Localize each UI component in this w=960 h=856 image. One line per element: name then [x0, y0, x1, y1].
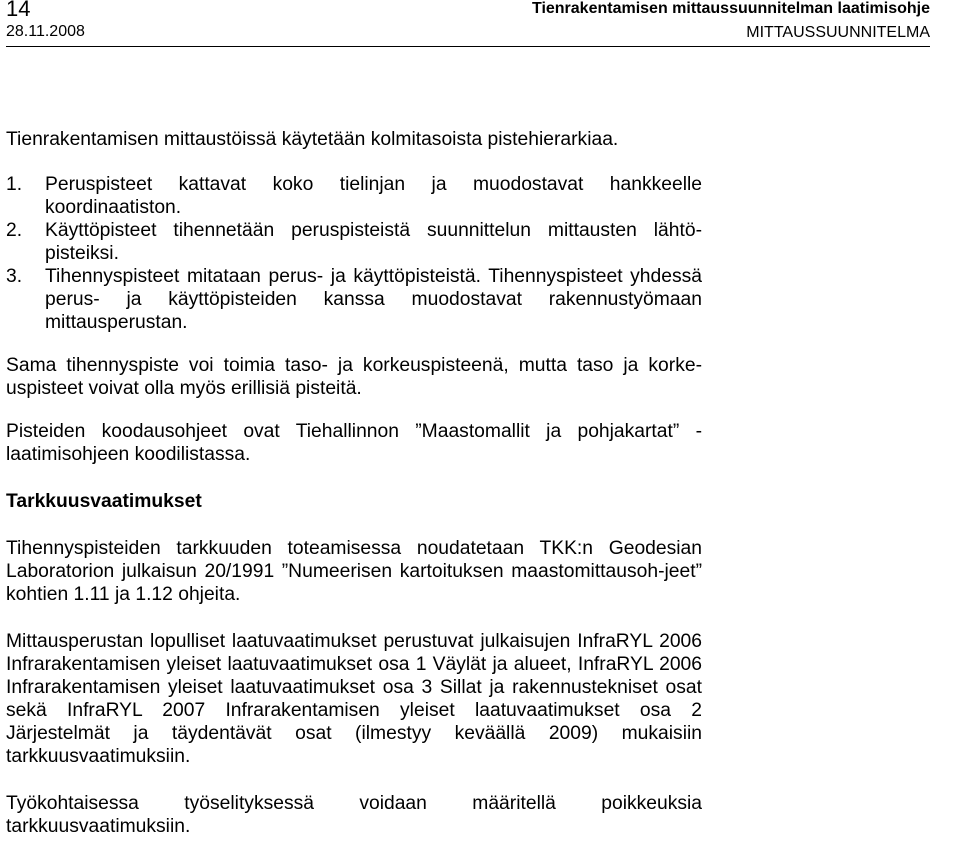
- list-item-text: Peruspisteet kattavat koko tielinjan ja muodostavat hankkeelle koordinaatiston.: [45, 174, 702, 218]
- list-item-number: 2.: [6, 220, 23, 241]
- list-item: [6, 173, 702, 219]
- paragraph-sama: Sama tihennyspiste voi toimia taso- ja korkeuspisteenä, mutta taso ja korke-uspisteet voivat olla myös erillisiä pisteitä.: [6, 355, 702, 399]
- list-item-text: Tihennyspisteet mitataan perus- ja käyttöpisteistä. Tihennyspisteet yhdessä perus- ja käyttöpisteiden kanssa muodostavat rakennustyömaan mittausperustan.: [45, 266, 702, 333]
- section-heading: Tarkkuusvaatimukset: [6, 491, 202, 512]
- paragraph-mittausperusta: Mittausperustan lopulliset laatuvaatimukset perustuvat julkaisujen InfraRYL 2006 Infrarakentamisen yleiset laatuvaatimukset osa 1 Väylät ja alueet, InfraRYL 2006 Infrarakentamisen yleiset laatuvaatimukset osa 3 Sillat ja rakennustekniset osat sekä InfraRYL 2007 Infrarakentamisen yleiset laatuvaatimukset osa 2 Järjestelmät ja täydentävät osat (ilmestyy keväällä 2009) mukaisiin tarkkuusvaatimuksiin.: [6, 631, 702, 767]
- list-item: [6, 265, 702, 334]
- header-subtitle: MITTAUSSUUNNITELMA: [746, 24, 930, 41]
- page-content: [6, 128, 702, 838]
- hierarchy-list: [6, 173, 702, 334]
- document-date: 28.11.2008: [6, 23, 85, 40]
- paragraph-pisteiden: Pisteiden koodausohjeet ovat Tiehallinnon ”Maastomallit ja pohjakartat” -laatimisohjeen koodilistassa.: [6, 421, 702, 465]
- intro-paragraph: Tienrakentamisen mittaustöissä käytetään kolmitasoista pistehierarkiaa.: [6, 129, 619, 150]
- list-item-number: 1.: [6, 174, 23, 195]
- list-item-text: Käyttöpisteet tihennetään peruspisteistä suunnittelun mittausten lähtö-pisteiksi.: [45, 220, 702, 264]
- page-number: 14: [6, 0, 31, 21]
- header-title: Tienrakentamisen mittaussuunnitelman laatimisohje: [531, 0, 930, 17]
- list-item: [6, 219, 702, 265]
- paragraph-tyokohtainen: Työkohtaisessa työselityksessä voidaan määritellä poikkeuksia tarkkuusvaatimuksiin.: [6, 793, 702, 837]
- list-item-number: 3.: [6, 266, 23, 287]
- header-rule: [6, 46, 930, 47]
- paragraph-tihennys: Tihennyspisteiden tarkkuuden toteamisessa noudatetaan TKK:n Geodesian Laboratorion julkaisun 20/1991 ”Numeerisen kartoituksen maastomittausoh-jeet” kohtien 1.11 ja 1.12 ohjeita.: [6, 538, 702, 605]
